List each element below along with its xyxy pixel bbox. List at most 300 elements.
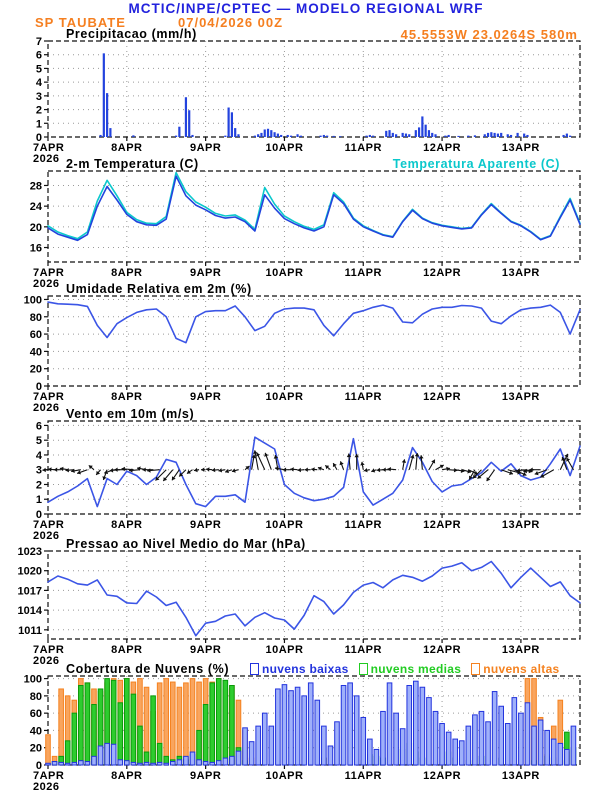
precip-bar — [277, 134, 279, 137]
y-tick-label: 5 — [35, 435, 42, 448]
precip-bar — [257, 134, 259, 137]
cloud-bar-baixas — [368, 739, 373, 765]
panel-border — [48, 41, 580, 137]
cloud-bar-baixas — [190, 752, 195, 765]
x-tick-label: 8APR — [111, 644, 143, 656]
x-tick-label: 11APR — [344, 770, 382, 782]
cloud-bar-medias — [131, 694, 136, 765]
cloud-bar-baixas — [499, 706, 504, 765]
panel-title-clouds: Cobertura de Nuvens (%) — [66, 662, 230, 676]
cloud-bar-baixas — [216, 761, 221, 765]
x-tick-label: 8APR — [111, 142, 143, 154]
y-tick-label: 0 — [35, 132, 42, 144]
cloud-bar-altas — [46, 735, 51, 765]
x-tick-label: 11APR — [344, 644, 382, 656]
legend-item-nuvens-baixas — [250, 662, 349, 676]
cloud-bar-baixas — [223, 758, 228, 765]
station-coordinates: 45.5553W 23.0264S 580m — [400, 27, 578, 42]
cloud-bar-altas — [59, 689, 64, 765]
x-tick-label: 9APR — [189, 770, 222, 782]
y-tick-label: 80 — [29, 311, 42, 324]
series-line-rh2m — [48, 302, 580, 343]
precip-bar — [405, 134, 407, 137]
x-year-label: 2026 — [33, 402, 60, 414]
model-title: MCTIC/INPE/CPTEC — MODELO REGIONAL WRF — [128, 1, 484, 16]
x-tick-label: 13APR — [501, 142, 540, 154]
x-tick-label: 10APR — [265, 519, 304, 531]
apparent-temperature-label: Temperatura Aparente (C) — [392, 157, 560, 171]
wind-arrow-head — [147, 468, 150, 472]
cloud-bar-baixas — [322, 726, 327, 765]
x-tick-label: 13APR — [501, 644, 540, 656]
x-tick-label: 10APR — [265, 142, 304, 154]
x-tick-label: 9APR — [189, 391, 222, 403]
cloud-bar-baixas — [453, 739, 458, 765]
precip-bar — [372, 136, 374, 137]
cloud-bar-medias — [65, 741, 70, 765]
cloud-bar-baixas — [131, 762, 136, 765]
cloud-bar-baixas — [414, 681, 419, 765]
y-tick-label: 60 — [29, 329, 42, 342]
x-tick-label: 10APR — [265, 644, 304, 656]
wind-arrow-head — [48, 467, 52, 472]
wind-arrow-head — [382, 468, 385, 472]
wind-arrow-head — [110, 468, 114, 473]
cloud-bar-altas — [164, 679, 169, 765]
precip-bar — [434, 134, 436, 137]
precip-bar — [494, 133, 496, 137]
x-tick-label: 13APR — [501, 391, 540, 403]
cloud-bar-baixas — [479, 711, 484, 765]
x-year-label: 2026 — [33, 153, 60, 165]
cloud-bar-baixas — [118, 760, 123, 765]
cloud-bar-baixas — [466, 726, 471, 765]
wind-arrow-head — [114, 468, 117, 472]
cloud-bar-baixas — [308, 683, 313, 765]
cloud-bar-baixas — [46, 763, 51, 765]
panel-border — [48, 171, 580, 262]
precip-bar — [185, 97, 187, 137]
precip-bar — [109, 128, 111, 137]
legend-item-nuvens-medias — [359, 662, 462, 676]
panel-clouds — [24, 674, 580, 792]
precip-bar — [487, 133, 489, 137]
cloud-bar-baixas — [427, 698, 432, 765]
y-tick-label: 7 — [35, 36, 42, 48]
y-tick-label: 80 — [29, 690, 42, 703]
precip-bar — [326, 136, 328, 137]
cloud-bar-baixas — [236, 751, 241, 765]
precip-bar — [267, 129, 269, 137]
cloud-bar-baixas — [210, 762, 215, 765]
cloud-bar-baixas — [52, 762, 57, 765]
precip-bar — [490, 132, 492, 137]
precip-bar — [418, 127, 420, 137]
wind-arrow-head — [305, 468, 308, 472]
wind-arrow-head — [201, 468, 204, 472]
precip-bar — [497, 134, 499, 137]
cloud-bar-baixas — [177, 760, 182, 765]
legend-label-medias: nuvens medias — [370, 662, 462, 676]
precip-bar — [319, 136, 321, 137]
x-tick-label: 7APR — [33, 267, 65, 279]
cloud-bar-medias — [125, 679, 130, 765]
y-tick-label: 3 — [35, 90, 42, 103]
cloud-bar-baixas — [400, 729, 405, 765]
cloud-bar-baixas — [420, 687, 425, 765]
x-tick-label: 12APR — [423, 770, 462, 782]
precip-bar — [507, 134, 509, 137]
y-tick-label: 4 — [35, 77, 42, 90]
y-tick-label: 100 — [23, 673, 42, 686]
x-tick-label: 12APR — [423, 519, 462, 531]
x-tick-label: 9APR — [189, 142, 222, 154]
cloud-bar-baixas — [184, 756, 189, 765]
cloud-bar-baixas — [341, 686, 346, 765]
y-tick-label: 1011 — [18, 624, 42, 637]
precip-bar — [296, 134, 298, 137]
precip-bar — [188, 110, 190, 137]
series-line-mslp — [48, 562, 580, 636]
y-tick-label: 1017 — [17, 585, 42, 598]
x-tick-label: 12APR — [423, 267, 462, 279]
cloud-bar-medias — [210, 683, 215, 765]
panel-humidity — [24, 294, 580, 414]
panel-title-precipitation: Precipitacao (mm/h) — [66, 27, 197, 41]
cloud-bar-baixas — [571, 726, 576, 765]
precip-bar — [280, 135, 282, 137]
x-tick-label: 13APR — [501, 519, 540, 531]
cloud-bar-baixas — [492, 692, 497, 765]
cloud-bar-baixas — [525, 703, 530, 765]
y-tick-label: 40 — [29, 346, 42, 359]
cloud-bar-medias — [118, 703, 123, 765]
precip-bar — [500, 133, 502, 137]
precip-bar — [224, 136, 226, 137]
x-tick-label: 9APR — [189, 644, 222, 656]
cloud-bar-baixas — [505, 724, 510, 765]
x-year-label: 2026 — [33, 781, 60, 792]
cloud-bar-baixas — [170, 762, 175, 765]
panel-title-pressure: Pressao ao Nivel Medio do Mar (hPa) — [66, 537, 306, 551]
precip-bar — [323, 135, 325, 137]
cloud-bar-baixas — [407, 686, 412, 765]
cloud-bar-baixas — [532, 726, 537, 765]
x-tick-label: 11APR — [344, 142, 382, 154]
cloud-bar-baixas — [157, 762, 162, 765]
x-tick-label: 7APR — [33, 391, 65, 403]
precip-bar — [365, 136, 367, 137]
cloud-bar-baixas — [125, 761, 130, 765]
y-tick-label: 40 — [29, 725, 42, 738]
precip-bar — [231, 112, 233, 137]
y-tick-label: 28 — [29, 180, 42, 193]
x-tick-label: 8APR — [111, 391, 143, 403]
wind-arrow-head — [212, 468, 215, 473]
legend-item-nuvens-altas — [471, 662, 559, 676]
x-tick-label: 8APR — [111, 770, 143, 782]
legend-label-altas: nuvens altas — [483, 662, 560, 676]
y-tick-label: 20 — [29, 221, 42, 234]
cloud-bar-altas — [170, 682, 175, 765]
y-tick-label: 4 — [35, 449, 42, 462]
y-tick-label: 1020 — [17, 565, 42, 578]
cloud-bar-baixas — [72, 762, 77, 765]
cloud-bar-medias — [72, 713, 77, 765]
x-tick-label: 13APR — [501, 267, 540, 279]
precip-bar — [467, 136, 469, 137]
x-year-label: 2026 — [33, 278, 60, 290]
cloud-bar-baixas — [295, 687, 300, 765]
panel-title-wind: Vento em 10m (m/s) — [66, 407, 195, 421]
y-tick-label: 1014 — [17, 605, 42, 618]
wind-arrow-head — [122, 467, 125, 472]
precip-bar — [369, 135, 371, 137]
precip-bar — [234, 128, 236, 137]
precip-bar — [103, 53, 105, 137]
y-tick-label: 3 — [35, 464, 42, 477]
cloud-legend — [250, 662, 560, 676]
x-tick-label: 11APR — [344, 519, 382, 531]
cloud-bar-altas — [177, 687, 182, 765]
cloud-bar-baixas — [105, 743, 110, 765]
precip-bar — [526, 135, 528, 137]
precip-bar — [408, 134, 410, 137]
cloud-bar-baixas — [230, 756, 235, 765]
cloud-bar-altas — [184, 683, 189, 765]
precip-bar — [191, 135, 193, 137]
x-tick-label: 7APR — [33, 142, 65, 154]
precip-bar — [395, 134, 397, 137]
cloud-bar-baixas — [249, 742, 254, 765]
cloud-bar-baixas — [538, 720, 543, 765]
y-tick-label: 20 — [29, 742, 42, 755]
cloud-bar-baixas — [335, 722, 340, 765]
wind-arrow-head — [54, 468, 57, 472]
x-tick-label: 12APR — [423, 142, 462, 154]
cloud-bar-medias — [223, 680, 228, 765]
cloud-bar-baixas — [374, 749, 379, 765]
cloud-bar-baixas — [262, 713, 267, 765]
precip-bar — [484, 134, 486, 137]
wind-arrow-head — [42, 468, 46, 472]
cloud-bar-baixas — [381, 711, 386, 765]
cloud-bar-baixas — [197, 760, 202, 765]
precip-bar — [388, 130, 390, 137]
cloud-bar-baixas — [440, 724, 445, 765]
cloud-bar-medias — [157, 743, 162, 765]
wind-arrow-head — [355, 454, 359, 457]
cloud-bar-baixas — [79, 761, 84, 765]
precip-bar — [415, 130, 417, 137]
x-tick-label: 11APR — [344, 267, 382, 279]
cloud-bar-baixas — [138, 763, 143, 765]
cloud-bar-baixas — [519, 713, 524, 765]
wind-arrow-head — [232, 468, 236, 472]
precip-bar — [300, 136, 302, 137]
x-tick-label: 8APR — [111, 267, 143, 279]
cloud-bar-baixas — [98, 746, 103, 765]
x-year-label: 2026 — [33, 530, 60, 542]
cloud-bar-medias — [203, 705, 208, 765]
precip-bar — [402, 133, 404, 137]
precip-bar — [132, 135, 134, 137]
cloud-bar-baixas — [446, 732, 451, 765]
precip-bar — [339, 136, 341, 137]
precip-bar — [474, 135, 476, 137]
precip-bar — [421, 116, 423, 137]
precip-bar — [425, 125, 427, 137]
y-tick-label: 6 — [35, 49, 42, 62]
x-year-label: 2026 — [33, 655, 60, 667]
precip-bar — [448, 135, 450, 137]
wind-arrow-head — [311, 467, 314, 471]
precip-bar — [270, 130, 272, 137]
precip-bar — [290, 136, 292, 137]
cloud-bar-baixas — [289, 691, 294, 765]
cloud-bar-baixas — [394, 713, 399, 765]
x-tick-label: 7APR — [33, 770, 65, 782]
y-tick-label: 0 — [35, 381, 42, 393]
cloud-bar-baixas — [276, 689, 281, 765]
wind-arrow-head — [298, 468, 301, 472]
wind-arrow-head — [65, 468, 69, 472]
precip-bar — [228, 108, 230, 137]
cloud-bar-baixas — [545, 730, 550, 765]
x-tick-label: 10APR — [265, 267, 304, 279]
precip-bar — [392, 133, 394, 137]
series-line-wind10m — [48, 437, 580, 506]
panel-wind — [33, 420, 580, 542]
y-tick-label: 0 — [35, 760, 42, 772]
wind-arrow-head — [290, 467, 293, 472]
precip-bar — [333, 136, 335, 137]
y-tick-label: 6 — [35, 420, 42, 433]
wind-arrow-head — [142, 468, 145, 472]
y-tick-label: 5 — [35, 63, 42, 76]
x-tick-label: 12APR — [423, 391, 462, 403]
y-tick-label: 60 — [29, 708, 42, 721]
cloud-bar-baixas — [85, 762, 90, 765]
cloud-bar-baixas — [151, 763, 156, 765]
wind-arrow-head — [419, 455, 423, 458]
cloud-bar-baixas — [315, 700, 320, 765]
cloud-bar-baixas — [302, 696, 307, 765]
precip-bar — [264, 129, 266, 137]
cloud-bar-baixas — [558, 743, 563, 765]
cloud-bar-medias — [138, 726, 143, 765]
legend-swatch-baixas-icon — [250, 663, 259, 675]
cloud-bar-baixas — [256, 726, 261, 765]
run-datetime: 07/04/2026 00Z — [178, 15, 284, 30]
precip-bar — [562, 135, 564, 137]
x-tick-label: 7APR — [33, 519, 65, 531]
wind-arrow-head — [388, 467, 391, 472]
panel-temperature — [30, 171, 580, 290]
wind-arrow-head — [206, 467, 209, 472]
precip-bar — [287, 135, 289, 137]
cloud-bar-baixas — [269, 726, 274, 765]
precip-bar — [523, 134, 525, 137]
cloud-bar-baixas — [59, 762, 64, 765]
cloud-bar-medias — [79, 686, 84, 765]
precip-bar — [175, 136, 177, 137]
precip-bar — [566, 134, 568, 137]
cloud-bar-baixas — [243, 728, 248, 765]
cloud-bar-baixas — [433, 711, 438, 765]
x-tick-label: 11APR — [344, 391, 382, 403]
x-tick-label: 13APR — [501, 770, 540, 782]
panel-pressure — [18, 546, 580, 667]
legend-swatch-altas-icon — [471, 663, 480, 675]
cloud-bar-baixas — [551, 739, 556, 765]
precip-bar — [457, 136, 459, 137]
cloud-bar-baixas — [354, 696, 359, 765]
precip-bar — [428, 130, 430, 137]
precip-bar — [510, 135, 512, 137]
y-tick-label: 2 — [35, 479, 42, 492]
cloud-bar-baixas — [387, 683, 392, 765]
precip-bar — [99, 135, 101, 137]
precip-bar — [569, 136, 571, 137]
x-tick-label: 9APR — [189, 267, 222, 279]
y-tick-label: 1023 — [17, 546, 42, 558]
x-tick-label: 12APR — [423, 644, 462, 656]
y-tick-label: 100 — [23, 294, 42, 307]
cloud-bar-baixas — [65, 763, 70, 765]
y-tick-label: 24 — [29, 201, 42, 214]
cloud-bar-baixas — [282, 685, 287, 765]
wind-arrow-head — [377, 468, 381, 472]
cloud-bar-baixas — [473, 715, 478, 765]
cloud-bar-medias — [216, 679, 221, 765]
cloud-bar-baixas — [111, 744, 116, 765]
legend-swatch-medias-icon — [359, 663, 368, 675]
y-tick-label: 1 — [35, 494, 42, 507]
precip-bar — [254, 136, 256, 137]
cloud-bar-baixas — [164, 763, 169, 765]
cloud-bar-baixas — [361, 717, 366, 765]
y-tick-label: 16 — [29, 242, 42, 255]
cloud-bar-baixas — [328, 746, 333, 765]
cloud-bar-baixas — [144, 762, 149, 765]
x-tick-label: 10APR — [265, 770, 304, 782]
x-tick-label: 7APR — [33, 644, 65, 656]
cloud-bar-baixas — [565, 749, 570, 765]
x-tick-label: 8APR — [111, 519, 143, 531]
cloud-bar-medias — [85, 683, 90, 765]
cloud-bar-medias — [151, 696, 156, 765]
cloud-bar-baixas — [486, 722, 491, 765]
station-name: SP TAUBATE — [35, 15, 126, 30]
precip-bar — [260, 133, 262, 137]
panel-precipitation — [33, 36, 580, 165]
cloud-bar-baixas — [512, 698, 517, 765]
legend-label-baixas: nuvens baixas — [262, 662, 349, 676]
cloud-bar-baixas — [348, 683, 353, 765]
cloud-bar-baixas — [92, 756, 97, 765]
y-tick-label: 0 — [35, 509, 42, 521]
precip-bar — [178, 127, 180, 137]
precip-bar — [431, 133, 433, 137]
y-tick-label: 1 — [35, 118, 42, 131]
y-tick-label: 2 — [35, 104, 42, 117]
panel-title-humidity: Umidade Relativa em 2m (%) — [66, 282, 252, 296]
cloud-bar-medias — [230, 686, 235, 765]
x-tick-label: 10APR — [265, 391, 304, 403]
precip-bar — [106, 93, 108, 137]
precip-bar — [237, 134, 239, 137]
